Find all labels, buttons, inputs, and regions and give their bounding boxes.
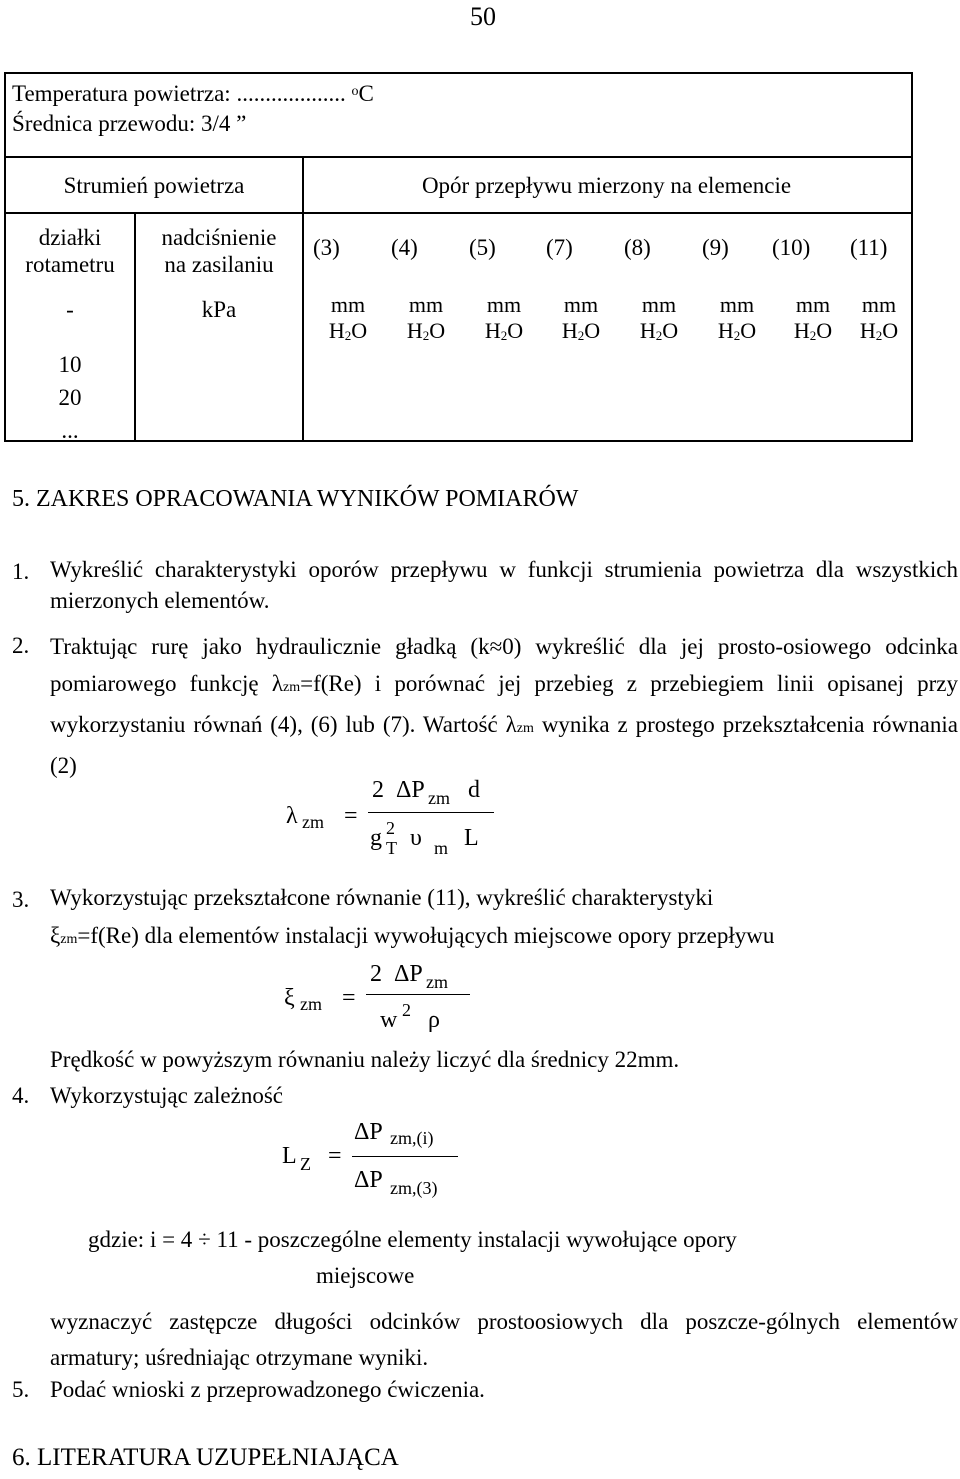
item-3-note: Prędkość w powyższym równaniu należy liczyć dla średnicy 22mm. <box>50 1047 680 1072</box>
item-2-text: Traktując rurę jako hydraulicznie gładką (k≈0) wykreślić dla jej prosto-osiowego odcinka pomiarowego funkcję λzm=f(Re) i porównać jej przebieg z przebiegiem linii opisanej przy wykorzystaniu równań (4), (6) lub (7). Wartość λzm wynika z prostego przekształcenia równania (2) <box>50 634 959 778</box>
airflow-header: Strumień powietrza <box>63 173 245 198</box>
item-4-where-cont: miejscowe <box>316 1263 415 1288</box>
unit-mm-h2o: mm $H_2O$ <box>717 292 757 343</box>
pipe-diameter: Średnica przewodu: 3/4 ” <box>12 111 247 136</box>
item-3-text: Wykorzystując przekształcone równanie (11), wykreślić charakterystyki <box>50 885 714 910</box>
supply-pressure-header: nadciśnienie na zasilaniu <box>161 225 277 277</box>
rotameter-header: działki rotametru <box>25 225 115 277</box>
element-8-header: (8) <box>624 235 651 260</box>
resistance-header: Opór przepływu mierzony na elemencie <box>421 173 792 198</box>
air-temperature: Temperatura powietrza: ................... $^o$C <box>12 81 374 106</box>
element-9-header: (9) <box>702 235 729 260</box>
supply-pressure-unit: kPa <box>201 297 237 322</box>
element-3-header: (3) <box>313 235 340 260</box>
item-2-number: 2. <box>12 633 30 658</box>
element-10-header: (10) <box>772 235 811 260</box>
rotameter-values: 10 20 ... <box>58 352 82 443</box>
section-5-heading: 5. ZAKRES OPRACOWANIA WYNIKÓW POMIARÓW <box>12 486 579 512</box>
measurement-table <box>4 72 913 442</box>
element-11-header: (11) <box>850 235 888 260</box>
unit-mm-h2o: mm $H_2O$ <box>484 292 524 343</box>
section-6-heading: 6. LITERATURA UZUPEŁNIAJĄCA <box>12 1444 399 1471</box>
item-5-number: 5. <box>12 1377 30 1402</box>
item-3-text-cont: ξzm=f(Re) dla elementów instalacji wywołujących miejscowe opory przepływu <box>50 923 775 948</box>
item-4-text: wyznaczyć zastępcze długości odcinków prostoosiowych dla poszcze-gólnych elementów armatury; uśredniając otrzymane wyniki. <box>50 1309 958 1370</box>
rotameter-unit: - <box>66 297 74 322</box>
unit-mm-h2o: mm $H_2O$ <box>859 292 899 343</box>
item-3-number: 3. <box>12 887 30 912</box>
unit-mm-h2o: mm $H_2O$ <box>561 292 601 343</box>
item-1-number: 1. <box>12 559 30 584</box>
unit-mm-h2o: mm $H_2O$ <box>406 292 446 343</box>
item-4-number: 4. <box>12 1083 30 1108</box>
element-7-header: (7) <box>546 235 573 260</box>
element-4-header: (4) <box>391 235 418 260</box>
item-5-text: Podać wnioski z przeprowadzonego ćwiczenia. <box>50 1377 485 1402</box>
item-4-where: gdzie: i = 4 ÷ 11 - poszczególne elementy instalacji wywołujące opory <box>88 1227 737 1252</box>
item-1-text: Wykreślić charakterystyki oporów przepływu w funkcji strumienia powietrza dla wszystkich mierzonych elementów. <box>50 557 958 613</box>
item-4-intro: Wykorzystując zależność <box>50 1083 283 1108</box>
unit-mm-h2o: mm $H_2O$ <box>639 292 679 343</box>
element-5-header: (5) <box>469 235 496 260</box>
page-number: 50 <box>470 2 496 31</box>
unit-mm-h2o: mm $H_2O$ <box>328 292 368 343</box>
unit-mm-h2o: mm $H_2O$ <box>793 292 833 343</box>
